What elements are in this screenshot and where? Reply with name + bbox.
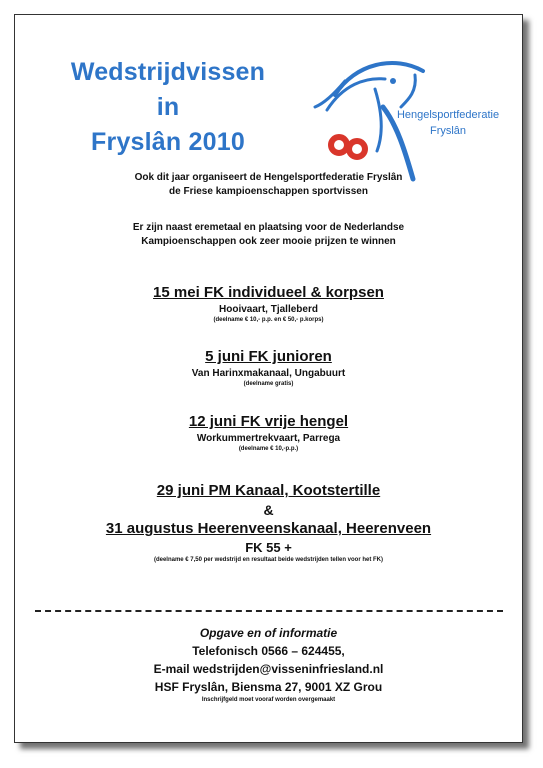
event-title: 15 mei FK individueel & korpsen xyxy=(153,284,384,301)
flyer-title xyxy=(43,55,293,160)
contact-address: HSF Fryslân, Biensma 27, 9001 XZ Grou xyxy=(154,680,383,694)
event-fee: (deelname € 10,- p.p. en € 50,- p.korps) xyxy=(213,317,324,323)
event-title: 12 juni FK vrije hengel xyxy=(188,413,349,430)
title-line-3: Fryslân 2010 xyxy=(91,128,245,156)
dashed-divider xyxy=(35,610,503,612)
intro-line: Kampioenschappen ook zeer mooie prijzen te winnen xyxy=(141,236,396,247)
title-line-1: Wedstrijdvissen xyxy=(70,58,266,86)
logo-text-line-2: Fryslân xyxy=(429,125,467,137)
event-title: 5 juni FK junioren xyxy=(205,348,332,365)
combined-fee: (deelname € 7,50 per wedstrijd en resultaat beide wedstrijden tellen voor het FK) xyxy=(153,557,384,563)
intro-paragraph-2 xyxy=(15,221,522,249)
event-2 xyxy=(15,347,522,389)
title-line-2: in xyxy=(156,93,180,121)
contact-note: Inschrijfgeld moet vooraf worden overgemaakt xyxy=(201,697,336,703)
combined-event xyxy=(15,481,522,565)
contact-heading: Opgave en of informatie xyxy=(199,626,338,640)
event-3 xyxy=(15,412,522,454)
combined-subtitle: FK 55 + xyxy=(245,540,292,555)
flyer-page xyxy=(14,14,523,743)
event-fee: (deelname € 10,-p.p.) xyxy=(238,446,299,452)
combined-title-1: 29 juni PM Kanaal, Kootstertille xyxy=(156,482,381,499)
combined-title-2: 31 augustus Heerenveenskanaal, Heerenveen xyxy=(105,520,432,537)
logo-text xyxy=(383,107,513,139)
event-location: Van Harinxmakanaal, Ungabuurt xyxy=(191,368,346,379)
combined-ampersand: & xyxy=(263,502,274,518)
event-location: Hooivaart, Tjalleberd xyxy=(219,304,318,315)
contact-phone: Telefonisch 0566 – 624455, xyxy=(192,644,345,658)
intro-line: Ook dit jaar organiseert de Hengelsportfederatie Fryslân xyxy=(134,172,403,183)
event-1 xyxy=(15,283,522,325)
contact-email: E-mail wedstrijden@visseninfriesland.nl xyxy=(153,662,384,676)
event-location: Workummertrekvaart, Parrega xyxy=(196,433,341,444)
event-fee: (deelname gratis) xyxy=(243,381,294,387)
contact-block xyxy=(15,625,522,705)
logo-text-line-1: Hengelsportfederatie xyxy=(396,109,500,121)
intro-paragraph-1 xyxy=(15,171,522,199)
intro-line: Er zijn naast eremetaal en plaatsing voor de Nederlandse xyxy=(132,222,405,233)
intro-line: de Friese kampioenschappen sportvissen xyxy=(169,186,368,197)
